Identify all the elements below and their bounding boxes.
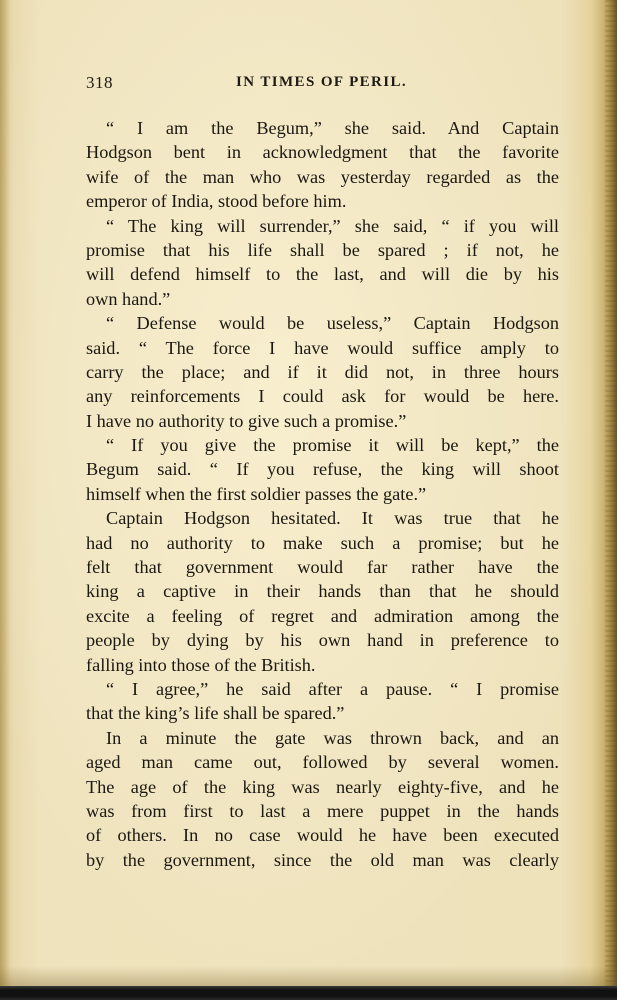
- text-line: promise that his life shall be spared ; if not, he: [86, 239, 559, 260]
- body-text: [86, 116, 559, 872]
- text-line: Hodgson bent in acknowledgment that the favorite: [86, 142, 559, 163]
- text-line: The age of the king was nearly eighty-five, and he: [86, 776, 559, 797]
- text-line: “ The king will surrender,” she said, “ if you will: [106, 215, 559, 236]
- text-line: said. “ The force I have would suffice amply to: [86, 337, 559, 358]
- text-line: felt that government would far rather have the: [86, 557, 559, 578]
- running-head: IN TIMES OF PERIL.: [236, 74, 408, 90]
- scan-bottom-border: [0, 986, 617, 1000]
- text-line: “ Defense would be useless,” Captain Hodgson: [106, 313, 559, 334]
- text-line: himself when the first soldier passes the gate.”: [86, 483, 427, 504]
- text-line: own hand.”: [86, 288, 171, 309]
- text-line: “ If you give the promise it will be kept,” the: [106, 435, 559, 456]
- text-line: Captain Hodgson hesitated. It was true that he: [106, 508, 559, 529]
- page-bottom-shadow: [0, 966, 617, 986]
- text-line: Begum said. “ If you refuse, the king will shoot: [86, 459, 559, 480]
- text-line: I have no authority to give such a promise.”: [86, 410, 407, 431]
- text-line: carry the place; and if it did not, in three hours: [86, 361, 559, 382]
- page-number: 318: [86, 73, 113, 92]
- text-line: excite a feeling of regret and admiration among the: [86, 605, 559, 626]
- text-line: any reinforcements I could ask for would be here.: [86, 386, 559, 407]
- text-line: falling into those of the British.: [86, 654, 316, 675]
- text-line: “ I agree,” he said after a pause. “ I promise: [106, 678, 559, 699]
- text-line: of others. In no case would he have been executed: [86, 825, 559, 846]
- spine-shadow: [0, 0, 10, 1000]
- text-line: will defend himself to the last, and will die by his: [86, 264, 559, 285]
- text-line: king a captive in their hands than that he should: [86, 581, 559, 602]
- text-line: that the king’s life shall be spared.”: [86, 703, 345, 724]
- text-line: In a minute the gate was thrown back, and an: [106, 727, 559, 748]
- text-line: people by dying by his own hand in preference to: [86, 630, 559, 651]
- text-line: wife of the man who was yesterday regarded as the: [86, 166, 559, 187]
- text-line: emperor of India, stood before him.: [86, 191, 347, 212]
- text-line: by the government, since the old man was clearly: [86, 849, 559, 870]
- text-line: “ I am the Begum,” she said. And Captain: [106, 118, 559, 138]
- text-line: aged man came out, followed by several women.: [86, 752, 559, 773]
- text-line: was from first to last a mere puppet in the hands: [86, 800, 559, 821]
- text-line: had no authority to make such a promise; but he: [86, 532, 559, 553]
- page-header: [86, 73, 558, 95]
- page-edge: [605, 0, 617, 1000]
